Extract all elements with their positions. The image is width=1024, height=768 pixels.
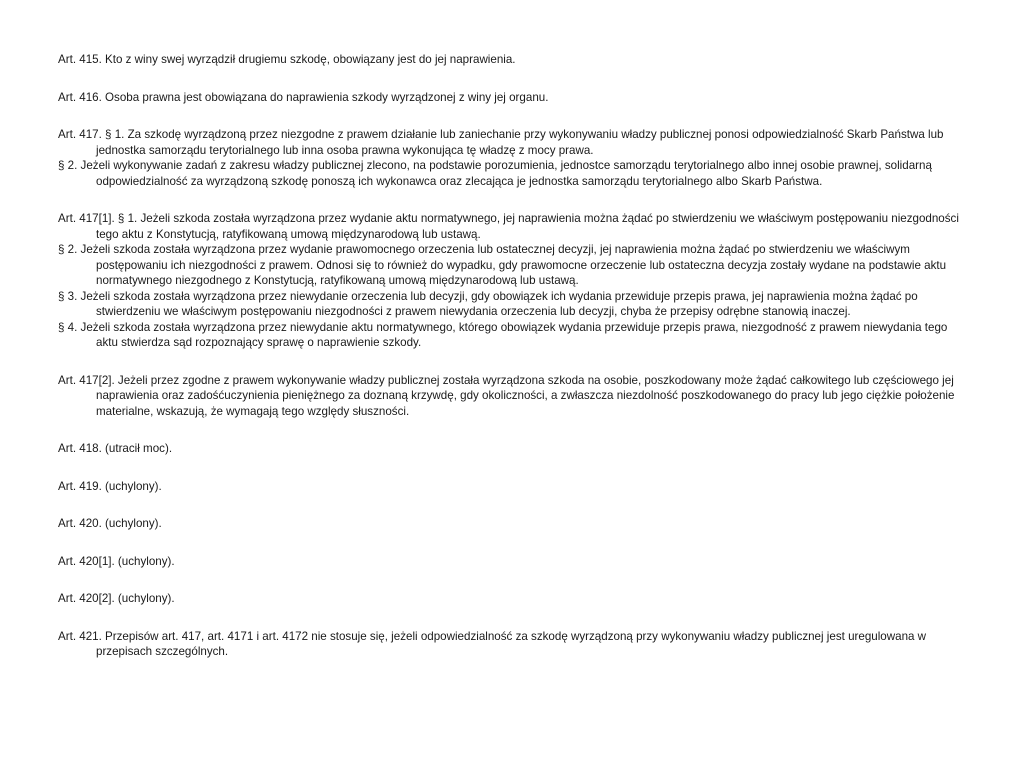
- article-paragraph: Art. 420[2]. (uchylony).: [58, 592, 175, 605]
- article-paragraph: Art. 418. (utracił moc).: [58, 442, 173, 455]
- article-paragraph: § 2. Jeżeli wykonywanie zadań z zakresu władzy publicznej zlecono, na podstawie porozumienia, jednostce samorządu terytorialnego albo innej osobie prawnej, solidarną odpowiedzialność za wyrządzoną szkodę ponoszą ich wykonawca oraz zlecająca je jednostka samorządu terytorialnego albo Skarb Państwa.: [58, 159, 932, 188]
- document-body: [58, 52, 962, 682]
- article-paragraph: Art. 420[1]. (uchylony).: [58, 554, 175, 568]
- article-415: [58, 52, 962, 68]
- article-421: [58, 629, 962, 660]
- article-paragraph: Art. 417[1]. § 1. Jeżeli szkoda została wyrządzona przez wydanie aktu normatywnego, jej naprawienia można żądać po stwierdzeniu we właściwym postępowaniu niezgodności tego aktu z Konstytucją, ratyfikowaną umową międzynarodową lub ustawą.: [58, 212, 959, 241]
- article-paragraph: Art. 420. (uchylony).: [58, 517, 162, 530]
- article-416: [58, 90, 962, 106]
- article-417-1: [58, 211, 962, 351]
- article-417: [58, 127, 962, 189]
- article-420: [58, 516, 962, 532]
- article-paragraph: Art. 421. Przepisów art. 417, art. 4171 i art. 4172 nie stosuje się, jeżeli odpowiedzialność za szkodę wyrządzoną przy wykonywaniu władzy publicznej jest uregulowana w przepisach szczególnych.: [58, 629, 927, 658]
- article-417-2: [58, 373, 962, 420]
- article-paragraph: § 3. Jeżeli szkoda została wyrządzona przez niewydanie orzeczenia lub decyzji, gdy obowiązek ich wydania przewiduje przepis prawa, jej naprawienia można żądać po stwierdzeniu we właściwym postępowaniu niezgodności z prawem niewydania orzeczenia lub decyzji, chyba że przepisy odrębne stanowią inaczej.: [58, 289, 918, 318]
- article-paragraph: Art. 417[2]. Jeżeli przez zgodne z prawem wykonywanie władzy publicznej została wyrządzona szkoda na osobie, poszkodowany może żądać całkowitego lub częściowego jej naprawienia oraz zadośćuczynienia pieniężnego za doznaną krzywdę, gdy okoliczności, a zwłaszcza niezdolność poszkodowanego do pracy lub jego ciężkie położenie materialne, wskazują, że wymagają tego względy słuszności.: [58, 373, 955, 418]
- article-paragraph: § 4. Jeżeli szkoda została wyrządzona przez niewydanie aktu normatywnego, którego obowiązek wydania przewiduje przepis prawa, niezgodność z prawem niewydania tego aktu stwierdza sąd rozpoznający sprawę o naprawienie szkody.: [58, 320, 948, 349]
- article-paragraph: Art. 415. Kto z winy swej wyrządził drugiemu szkodę, obowiązany jest do jej naprawienia.: [58, 53, 516, 66]
- article-419: [58, 479, 962, 495]
- article-420-2: [58, 591, 962, 607]
- article-paragraph: Art. 417. § 1. Za szkodę wyrządzoną przez niezgodne z prawem działanie lub zaniechanie przy wykonywaniu władzy publicznej ponosi odpowiedzialność Skarb Państwa lub jednostka samorządu terytorialnego lub inna osoba prawna wykonująca tę władzę z mocy prawa.: [58, 128, 944, 157]
- article-paragraph: § 2. Jeżeli szkoda została wyrządzona przez wydanie prawomocnego orzeczenia lub ostatecznej decyzji, jej naprawienia można żądać po stwierdzeniu we właściwym postępowaniu ich niezgodności z prawem. Odnosi się to również do wypadku, gdy prawomocne orzeczenie lub ostateczna decyzja zostały wydane na podstawie aktu normatywnego niezgodnego z Konstytucją, ratyfikowaną umową międzynarodową lub ustawą.: [58, 243, 947, 287]
- article-paragraph: Art. 416. Osoba prawna jest obowiązana do naprawienia szkody wyrządzonej z winy jej organu.: [58, 90, 549, 104]
- article-418: [58, 441, 962, 457]
- article-paragraph: Art. 419. (uchylony).: [58, 479, 162, 493]
- article-420-1: [58, 554, 962, 570]
